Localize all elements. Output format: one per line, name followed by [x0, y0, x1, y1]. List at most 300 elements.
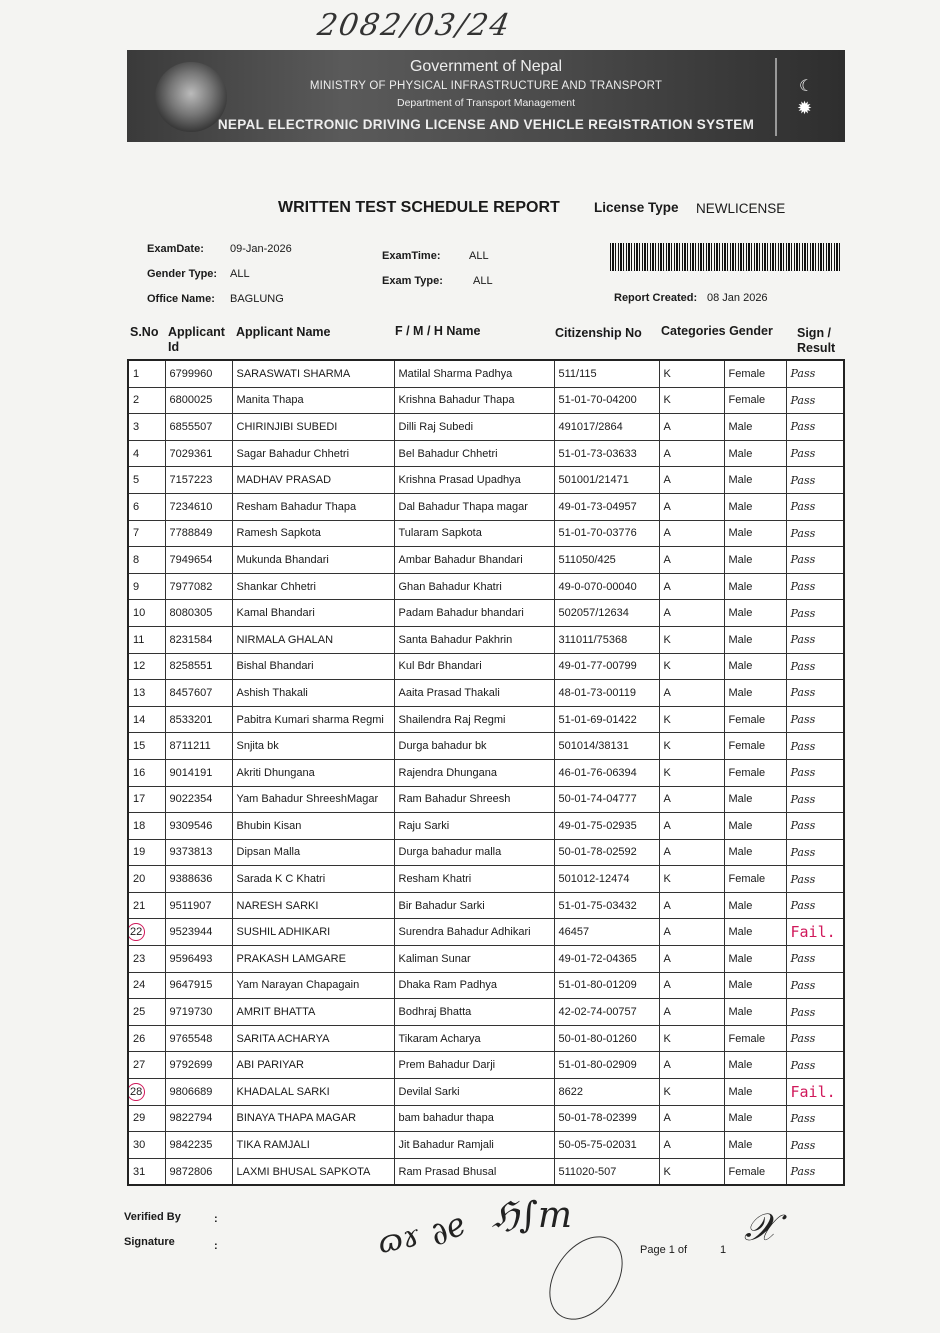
- cell-sno: [128, 946, 165, 973]
- cell-gender: Female: [724, 1025, 786, 1052]
- cell-sno: [128, 706, 165, 733]
- cell-category: K: [659, 733, 724, 760]
- cell-category: K: [659, 759, 724, 786]
- cell-fmh: Krishna Bahadur Thapa: [394, 387, 554, 414]
- cell-name: KHADALAL SARKI: [232, 1079, 394, 1106]
- table-row: [128, 759, 844, 786]
- verified-by-label: Verified By: [124, 1211, 181, 1223]
- exam-time-value: ALL: [469, 250, 489, 262]
- table-row: [128, 600, 844, 627]
- result-pass: Pass: [786, 547, 844, 574]
- cell-fmh: Raju Sarki: [394, 813, 554, 840]
- cell-category: A: [659, 600, 724, 627]
- cell-name: Shankar Chhetri: [232, 573, 394, 600]
- result-pass: Pass: [786, 440, 844, 467]
- serial-number: 12: [133, 660, 146, 673]
- table-body: [128, 360, 844, 1185]
- result-pass: Pass: [786, 493, 844, 520]
- result-pass: Pass: [786, 573, 844, 600]
- result-pass: Pass: [786, 972, 844, 999]
- cell-sno: [128, 1052, 165, 1079]
- cell-sno: [128, 839, 165, 866]
- cell-citizenship: 50-05-75-02031: [554, 1132, 659, 1159]
- cell-category: A: [659, 467, 724, 494]
- table-row: [128, 1079, 844, 1106]
- barcode: [610, 243, 842, 271]
- cell-fmh: Shailendra Raj Regmi: [394, 706, 554, 733]
- header-applicant-id: [168, 325, 225, 355]
- result-pass: Pass: [786, 786, 844, 813]
- cell-category: K: [659, 653, 724, 680]
- cell-category: K: [659, 706, 724, 733]
- header-sno: S.No: [130, 325, 159, 339]
- cell-citizenship: 49-01-77-00799: [554, 653, 659, 680]
- cell-name: Mukunda Bhandari: [232, 547, 394, 574]
- cell-id: 9647915: [165, 972, 232, 999]
- result-fail: Fail.: [786, 919, 844, 946]
- cell-citizenship: 502057/12634: [554, 600, 659, 627]
- cell-category: K: [659, 1158, 724, 1185]
- cell-sno: [128, 1079, 165, 1106]
- serial-number: 10: [133, 607, 146, 620]
- cell-gender: Female: [724, 866, 786, 893]
- serial-number: 3: [133, 420, 140, 433]
- cell-gender: Male: [724, 440, 786, 467]
- serial-number: 17: [133, 793, 146, 806]
- cell-citizenship: 51-01-75-03432: [554, 892, 659, 919]
- result-pass: Pass: [786, 733, 844, 760]
- cell-citizenship: 491017/2864: [554, 414, 659, 441]
- cell-category: A: [659, 892, 724, 919]
- signature-mark-4: [534, 1223, 638, 1333]
- signature-label: Signature: [124, 1236, 175, 1248]
- nepal-flag-icon: [775, 58, 827, 136]
- cell-sno: [128, 1158, 165, 1185]
- cell-sno: [128, 414, 165, 441]
- cell-name: Snjita bk: [232, 733, 394, 760]
- cell-id: 9822794: [165, 1105, 232, 1132]
- cell-name: Akriti Dhungana: [232, 759, 394, 786]
- serial-number: 5: [133, 474, 140, 487]
- table-row: [128, 1132, 844, 1159]
- cell-name: Bishal Bhandari: [232, 653, 394, 680]
- cell-id: 9523944: [165, 919, 232, 946]
- cell-gender: Male: [724, 493, 786, 520]
- cell-sno: [128, 493, 165, 520]
- cell-name: SUSHIL ADHIKARI: [232, 919, 394, 946]
- table-row: [128, 892, 844, 919]
- table-row: [128, 1105, 844, 1132]
- table-row: [128, 493, 844, 520]
- cell-fmh: Durga bahadur malla: [394, 839, 554, 866]
- license-type-value: NEWLICENSE: [696, 201, 786, 216]
- serial-number: 7: [133, 527, 140, 540]
- banner-government: Government of Nepal: [409, 58, 563, 75]
- cell-id: 9014191: [165, 759, 232, 786]
- cell-gender: Male: [724, 919, 786, 946]
- cell-name: CHIRINJIBI SUBEDI: [232, 414, 394, 441]
- banner-system-title: NEPAL ELECTRONIC DRIVING LICENSE AND VEHICLE REGISTRATION SYSTEM: [217, 117, 755, 132]
- table-row: [128, 919, 844, 946]
- cell-sno: [128, 467, 165, 494]
- cell-fmh: Bir Bahadur Sarki: [394, 892, 554, 919]
- result-pass: Pass: [786, 759, 844, 786]
- table-row: [128, 440, 844, 467]
- cell-citizenship: 50-01-74-04777: [554, 786, 659, 813]
- exam-time-label: ExamTime:: [382, 250, 441, 262]
- cell-citizenship: 511050/425: [554, 547, 659, 574]
- cell-id: 8533201: [165, 706, 232, 733]
- cell-category: A: [659, 919, 724, 946]
- report-title: WRITTEN TEST SCHEDULE REPORT: [278, 199, 560, 216]
- cell-fmh: Devilal Sarki: [394, 1079, 554, 1106]
- cell-sno: [128, 733, 165, 760]
- cell-id: 8258551: [165, 653, 232, 680]
- cell-name: Pabitra Kumari sharma Regmi: [232, 706, 394, 733]
- serial-number: 26: [133, 1032, 146, 1045]
- header-applicant-id-line1: Applicant: [168, 325, 225, 339]
- table-row: [128, 467, 844, 494]
- table-row: [128, 999, 844, 1026]
- gender-type-label: Gender Type:: [147, 268, 218, 280]
- table-row: [128, 706, 844, 733]
- cell-gender: Male: [724, 573, 786, 600]
- cell-sno: [128, 759, 165, 786]
- result-pass: Pass: [786, 1105, 844, 1132]
- result-pass: Pass: [786, 1025, 844, 1052]
- result-pass: Pass: [786, 999, 844, 1026]
- result-pass: Pass: [786, 520, 844, 547]
- cell-fmh: Durga bahadur bk: [394, 733, 554, 760]
- cell-sno: [128, 813, 165, 840]
- cell-category: A: [659, 493, 724, 520]
- cell-category: A: [659, 1105, 724, 1132]
- cell-citizenship: 511/115: [554, 360, 659, 387]
- table-row: [128, 547, 844, 574]
- cell-gender: Male: [724, 946, 786, 973]
- serial-number: 19: [133, 846, 146, 859]
- cell-id: 6800025: [165, 387, 232, 414]
- table-row: [128, 1052, 844, 1079]
- signature-mark-1: ɷɤ: [374, 1218, 423, 1261]
- table-row: [128, 387, 844, 414]
- serial-number: 1: [133, 367, 140, 380]
- cell-sno: [128, 919, 165, 946]
- serial-number: 23: [133, 952, 146, 965]
- cell-citizenship: 51-01-70-03776: [554, 520, 659, 547]
- cell-id: 6855507: [165, 414, 232, 441]
- serial-number: 6: [133, 500, 140, 513]
- cell-name: Sagar Bahadur Chhetri: [232, 440, 394, 467]
- cell-id: 7029361: [165, 440, 232, 467]
- cell-fmh: Tularam Sapkota: [394, 520, 554, 547]
- cell-name: Resham Bahadur Thapa: [232, 493, 394, 520]
- serial-number: 24: [133, 979, 146, 992]
- cell-fmh: Ram Prasad Bhusal: [394, 1158, 554, 1185]
- cell-gender: Male: [724, 467, 786, 494]
- cell-sno: [128, 387, 165, 414]
- cell-name: AMRIT BHATTA: [232, 999, 394, 1026]
- cell-fmh: Kul Bdr Bhandari: [394, 653, 554, 680]
- cell-fmh: Resham Khatri: [394, 866, 554, 893]
- cell-name: SARASWATI SHARMA: [232, 360, 394, 387]
- cell-gender: Female: [724, 387, 786, 414]
- table-row: [128, 946, 844, 973]
- result-pass: Pass: [786, 892, 844, 919]
- cell-citizenship: 51-01-80-02909: [554, 1052, 659, 1079]
- cell-gender: Male: [724, 626, 786, 653]
- cell-gender: Female: [724, 360, 786, 387]
- cell-fmh: Bodhraj Bhatta: [394, 999, 554, 1026]
- header-categories-gender: Categories Gender: [661, 324, 773, 338]
- cell-id: 7949654: [165, 547, 232, 574]
- cell-gender: Female: [724, 733, 786, 760]
- cell-fmh: bam bahadur thapa: [394, 1105, 554, 1132]
- table-row: [128, 786, 844, 813]
- cell-citizenship: 49-01-75-02935: [554, 813, 659, 840]
- sun-icon: ✹: [797, 98, 813, 118]
- cell-gender: Female: [724, 759, 786, 786]
- table-row: [128, 520, 844, 547]
- cell-id: 7977082: [165, 573, 232, 600]
- cell-name: PRAKASH LAMGARE: [232, 946, 394, 973]
- table-row: [128, 733, 844, 760]
- cell-category: A: [659, 573, 724, 600]
- header-sign-result-line1: Sign /: [797, 326, 832, 340]
- cell-fmh: Ambar Bahadur Bhandari: [394, 547, 554, 574]
- cell-citizenship: 51-01-69-01422: [554, 706, 659, 733]
- cell-gender: Male: [724, 1079, 786, 1106]
- result-pass: Pass: [786, 600, 844, 627]
- serial-number: 22: [128, 923, 145, 941]
- table-row: [128, 414, 844, 441]
- cell-fmh: Rajendra Dhungana: [394, 759, 554, 786]
- cell-sno: [128, 866, 165, 893]
- cell-citizenship: 501012-12474: [554, 866, 659, 893]
- cell-category: A: [659, 1132, 724, 1159]
- cell-id: 9309546: [165, 813, 232, 840]
- cell-category: A: [659, 786, 724, 813]
- cell-sno: [128, 547, 165, 574]
- cell-citizenship: 42-02-74-00757: [554, 999, 659, 1026]
- result-pass: Pass: [786, 414, 844, 441]
- cell-gender: Male: [724, 813, 786, 840]
- table-row: [128, 1025, 844, 1052]
- header-sign-result: [797, 326, 835, 356]
- cell-gender: Female: [724, 1158, 786, 1185]
- cell-gender: Female: [724, 706, 786, 733]
- cell-category: A: [659, 680, 724, 707]
- cell-gender: Male: [724, 839, 786, 866]
- table-row: [128, 866, 844, 893]
- cell-category: A: [659, 547, 724, 574]
- cell-citizenship: 49-0-070-00040: [554, 573, 659, 600]
- cell-id: 8457607: [165, 680, 232, 707]
- cell-sno: [128, 1132, 165, 1159]
- cell-sno: [128, 1105, 165, 1132]
- cell-sno: [128, 972, 165, 999]
- cell-sno: [128, 786, 165, 813]
- cell-citizenship: 501014/38131: [554, 733, 659, 760]
- cell-fmh: Surendra Bahadur Adhikari: [394, 919, 554, 946]
- cell-id: 9373813: [165, 839, 232, 866]
- header-applicant-id-line2: Id: [168, 340, 180, 354]
- banner-ministry: MINISTRY OF PHYSICAL INFRASTRUCTURE AND TRANSPORT: [309, 80, 663, 92]
- cell-sno: [128, 520, 165, 547]
- serial-number: 25: [133, 1006, 146, 1019]
- cell-category: K: [659, 1079, 724, 1106]
- cell-fmh: Kaliman Sunar: [394, 946, 554, 973]
- signature-mark-5: 𝒳: [744, 1205, 777, 1249]
- cell-name: LAXMI BHUSAL SAPKOTA: [232, 1158, 394, 1185]
- result-pass: Pass: [786, 946, 844, 973]
- cell-category: A: [659, 972, 724, 999]
- cell-gender: Male: [724, 1105, 786, 1132]
- serial-number: 13: [133, 686, 146, 699]
- table-row: [128, 1158, 844, 1185]
- result-pass: Pass: [786, 706, 844, 733]
- cell-citizenship: 51-01-73-03633: [554, 440, 659, 467]
- header-fmh-name: F / M / H Name: [395, 324, 481, 338]
- verified-by-colon: :: [214, 1213, 218, 1225]
- result-pass: Pass: [786, 866, 844, 893]
- serial-number: 28: [128, 1083, 145, 1101]
- cell-sno: [128, 626, 165, 653]
- cell-sno: [128, 892, 165, 919]
- moon-icon: ☾: [799, 78, 814, 95]
- cell-name: SARITA ACHARYA: [232, 1025, 394, 1052]
- cell-id: 9388636: [165, 866, 232, 893]
- cell-category: A: [659, 839, 724, 866]
- cell-gender: Male: [724, 999, 786, 1026]
- serial-number: 27: [133, 1059, 146, 1072]
- cell-id: 9765548: [165, 1025, 232, 1052]
- cell-name: ABI PARIYAR: [232, 1052, 394, 1079]
- cell-sno: [128, 653, 165, 680]
- result-pass: Pass: [786, 1052, 844, 1079]
- serial-number: 14: [133, 713, 146, 726]
- office-name-label: Office Name:: [147, 293, 215, 305]
- serial-number: 2: [133, 394, 140, 407]
- cell-sno: [128, 600, 165, 627]
- cell-gender: Male: [724, 680, 786, 707]
- cell-name: TIKA RAMJALI: [232, 1132, 394, 1159]
- cell-citizenship: 46457: [554, 919, 659, 946]
- cell-gender: Male: [724, 547, 786, 574]
- cell-name: Dipsan Malla: [232, 839, 394, 866]
- table-row: [128, 813, 844, 840]
- signature-mark-3: ℌ∫m: [492, 1195, 573, 1236]
- result-pass: Pass: [786, 839, 844, 866]
- cell-citizenship: 50-01-78-02399: [554, 1105, 659, 1132]
- cell-fmh: Krishna Prasad Upadhya: [394, 467, 554, 494]
- cell-fmh: Tikaram Acharya: [394, 1025, 554, 1052]
- header-citizenship-no: Citizenship No: [555, 326, 642, 340]
- cell-sno: [128, 1025, 165, 1052]
- cell-id: 9596493: [165, 946, 232, 973]
- result-pass: Pass: [786, 1132, 844, 1159]
- cell-fmh: Dal Bahadur Thapa magar: [394, 493, 554, 520]
- cell-name: NIRMALA GHALAN: [232, 626, 394, 653]
- serial-number: 15: [133, 740, 146, 753]
- result-pass: Pass: [786, 387, 844, 414]
- table-row: [128, 360, 844, 387]
- report-created-label: Report Created:: [614, 292, 698, 304]
- cell-category: A: [659, 440, 724, 467]
- exam-type-value: ALL: [473, 275, 493, 287]
- cell-sno: [128, 440, 165, 467]
- cell-fmh: Bel Bahadur Chhetri: [394, 440, 554, 467]
- cell-name: Yam Bahadur ShreeshMagar: [232, 786, 394, 813]
- cell-category: K: [659, 866, 724, 893]
- cell-gender: Male: [724, 786, 786, 813]
- cell-citizenship: 49-01-73-04957: [554, 493, 659, 520]
- report-created-value: 08 Jan 2026: [707, 292, 768, 304]
- banner-department: Department of Transport Management: [396, 97, 575, 109]
- cell-citizenship: 501001/21471: [554, 467, 659, 494]
- cell-fmh: Santa Bahadur Pakhrin: [394, 626, 554, 653]
- cell-fmh: Jit Bahadur Ramjali: [394, 1132, 554, 1159]
- page-label: Page 1 of: [640, 1244, 688, 1256]
- cell-name: MADHAV PRASAD: [232, 467, 394, 494]
- cell-citizenship: 50-01-80-01260: [554, 1025, 659, 1052]
- cell-id: 9792699: [165, 1052, 232, 1079]
- cell-id: 8231584: [165, 626, 232, 653]
- serial-number: 21: [133, 899, 146, 912]
- result-pass: Pass: [786, 653, 844, 680]
- result-fail: Fail.: [786, 1079, 844, 1106]
- cell-citizenship: 48-01-73-00119: [554, 680, 659, 707]
- cell-citizenship: 50-01-78-02592: [554, 839, 659, 866]
- cell-gender: Male: [724, 1132, 786, 1159]
- cell-name: Ashish Thakali: [232, 680, 394, 707]
- cell-name: Sarada K C Khatri: [232, 866, 394, 893]
- cell-category: A: [659, 946, 724, 973]
- cell-citizenship: 311011/75368: [554, 626, 659, 653]
- cell-category: A: [659, 1052, 724, 1079]
- result-pass: Pass: [786, 680, 844, 707]
- cell-citizenship: 8622: [554, 1079, 659, 1106]
- cell-id: 9872806: [165, 1158, 232, 1185]
- header-applicant-name: Applicant Name: [236, 325, 331, 339]
- cell-name: Ramesh Sapkota: [232, 520, 394, 547]
- cell-gender: Male: [724, 653, 786, 680]
- cell-sno: [128, 360, 165, 387]
- table-row: [128, 972, 844, 999]
- cell-category: A: [659, 414, 724, 441]
- cell-citizenship: 46-01-76-06394: [554, 759, 659, 786]
- serial-number: 8: [133, 553, 140, 566]
- table-row: [128, 839, 844, 866]
- cell-gender: Male: [724, 892, 786, 919]
- cell-gender: Male: [724, 414, 786, 441]
- cell-id: 9719730: [165, 999, 232, 1026]
- cell-name: Bhubin Kisan: [232, 813, 394, 840]
- page-total: 1: [720, 1244, 727, 1256]
- cell-id: 9806689: [165, 1079, 232, 1106]
- cell-gender: Male: [724, 520, 786, 547]
- cell-id: 9022354: [165, 786, 232, 813]
- exam-type-label: Exam Type:: [382, 275, 443, 287]
- cell-citizenship: 51-01-80-01209: [554, 972, 659, 999]
- cell-name: BINAYA THAPA MAGAR: [232, 1105, 394, 1132]
- header-banner: [127, 50, 845, 142]
- cell-name: Manita Thapa: [232, 387, 394, 414]
- serial-number: 9: [133, 580, 140, 593]
- cell-name: Kamal Bhandari: [232, 600, 394, 627]
- cell-category: A: [659, 999, 724, 1026]
- serial-number: 11: [133, 633, 145, 646]
